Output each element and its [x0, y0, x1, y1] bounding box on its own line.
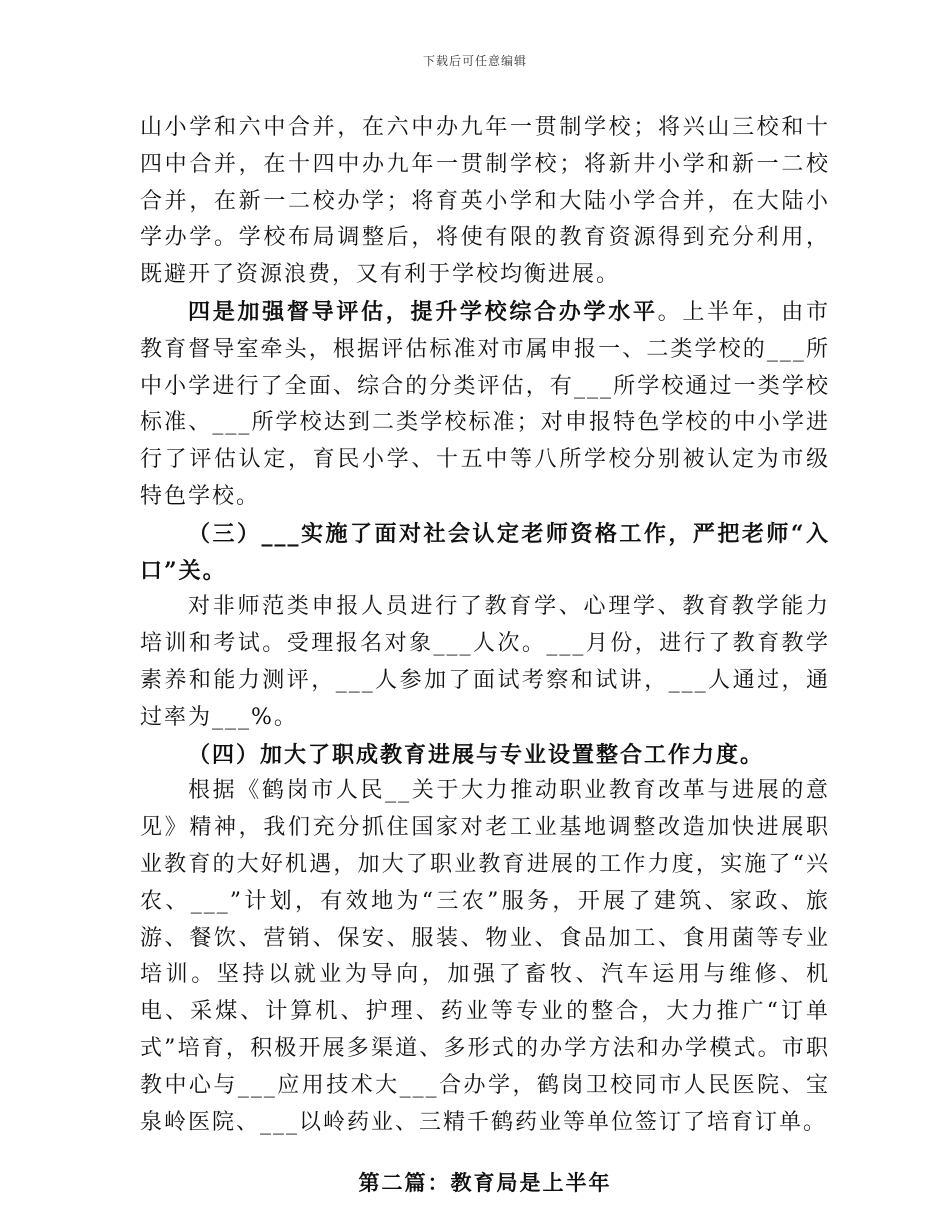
paragraph-supervision-body: 。上半年，由市教育督导室牵头，根据评估标准对市属申报一、二类学校的___所中小学进行了全面、综合的分类评估，有___所学校通过一类学校标准、___所学校达到二类学校标准；对申报特色学校的中小学进行了评估认定，育民小学、十五中等八所学校分别被认定为市级特色学校。 — [140, 299, 830, 509]
page-header: 下载后可任意编辑 — [422, 54, 527, 68]
document-body — [140, 110, 830, 1202]
section-heading-4: （四）加大了职成教育进展与专业设置整合工作力度。 — [188, 741, 765, 768]
paragraph-teacher-qualification: 对非师范类申报人员进行了教育学、心理学、教育教学能力培训和考试。受理报名对象___人次。___月份，进行了教育教学素养和能力测评，___人参加了面试考察和试讲，___人通过，通过率为___%。 — [140, 594, 830, 730]
paragraph-school-merge: 山小学和六中合并，在六中办九年一贯制学校；将兴山三校和十四中合并，在十四中办九年一贯制学校；将新井小学和新一二校合并，在新一二校办学；将育英小学和大陆小学合并，在大陆小学办学。学校布局调整后，将使有限的教育资源得到充分利用，既避开了资源浪费，又有利于学校均衡进展。 — [140, 115, 830, 288]
paragraph-supervision-lead: 四是加强督导评估，提升学校综合办学水平 — [188, 298, 658, 325]
chapter-title: 第二篇：教育局是上半年 — [358, 1171, 612, 1196]
section-heading-3: （三）___实施了面对社会认定老师资格工作，严把老师“入口”关。 — [140, 520, 830, 584]
paragraph-supervision — [140, 294, 830, 516]
paragraph-vocational-education: 根据《鹤岗市人民__关于大力推动职业教育改革与进展的意见》精神，我们充分抓住国家对老工业基地调整改造加快进展职业教育的大好机遇，加大了职业教育进展的工作力度，实施了“兴农、___”计划，有效地为“三农”服务，开展了建筑、家政、旅游、餐饮、营销、保安、服装、物业、食品加工、食用菌等专业培训。坚持以就业为导向，加强了畜牧、汽车运用与维修、机电、采煤、计算机、护理、药业等专业的整合，大力推广“订单式”培育，积极开展多渠道、多形式的办学方法和办学模式。市职教中心与___应用技术大___合办学，鹤岗卫校同市人民医院、宝泉岭医院、___以岭药业、三精千鹤药业等单位签订了培育订单。 — [140, 778, 830, 1135]
